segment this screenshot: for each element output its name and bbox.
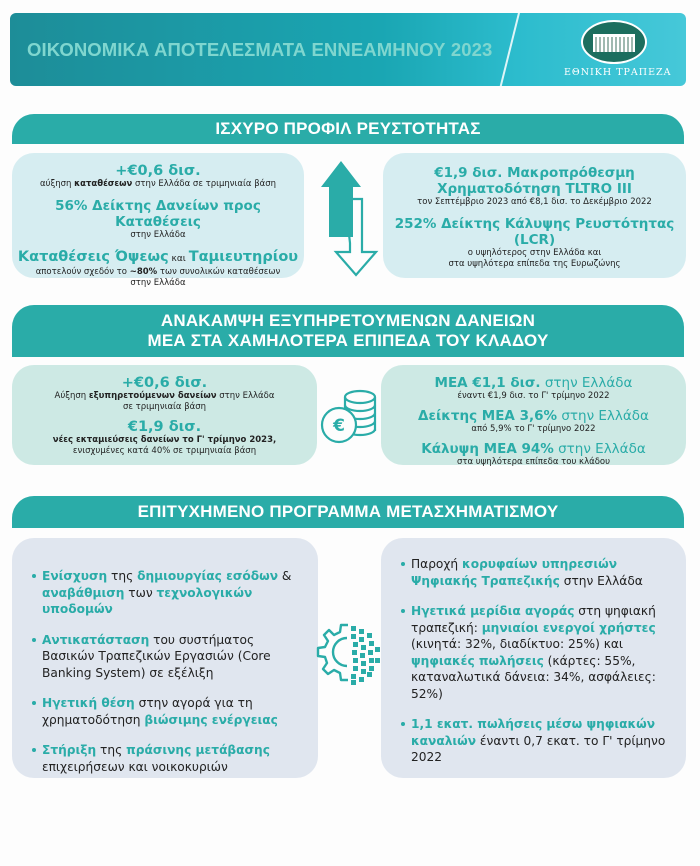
gear-pixel bbox=[351, 674, 356, 679]
performing-loans-desc: Αύξηση εξυπηρετούμενων δανείων στην Ελλάδα σε τριμηνιαία βάση bbox=[54, 391, 275, 412]
npe-coverage: Κάλυψη ΜΕΑ 94% στην Ελλάδα bbox=[421, 441, 646, 457]
bullet-list bbox=[401, 556, 680, 766]
performing-loans-value: +€0,6 δισ. bbox=[121, 375, 208, 391]
list-item: Ενίσχυση της δημιουργίας εσόδων & αναβάθμιση των τεχνολογικών υποδομών bbox=[32, 568, 310, 618]
lcr-title: 252% Δείκτης Κάλυψης Ρευστότητας (LCR) bbox=[394, 216, 675, 248]
ldr-desc: στην Ελλάδα bbox=[130, 230, 186, 240]
gear-pixel bbox=[368, 650, 373, 655]
gear-pixel bbox=[351, 626, 356, 631]
page-title: ΟΙΚΟΝΟΜΙΚΑ ΑΠΟΤΕΛΕΣΜΑΤΑ ΕΝΝΕΑΜΗΝΟΥ 2023 bbox=[27, 39, 493, 60]
ldr-title: 56% Δείκτης Δανείων προς Καταθέσεις bbox=[55, 198, 261, 230]
list-item: Αντικατάσταση του συστήματος Βασικών Τραπεζικών Εργασιών (Core Banking System) σε εξέλιξη bbox=[32, 632, 310, 682]
gear-pixel bbox=[369, 658, 374, 663]
section-transformation-title: ΕΠΙΤΥΧΗΜΕΝΟ ΠΡΟΓΡΑΜΜΑ ΜΕΤΑΣΧΗΜΑΤΙΣΜΟΥ bbox=[12, 496, 684, 528]
digital-gear-icon bbox=[315, 620, 380, 695]
liquidity-left-card bbox=[12, 153, 304, 288]
gear-pixel bbox=[367, 633, 372, 638]
gear-pixel bbox=[360, 653, 365, 658]
npe-ratio: Δείκτης ΜΕΑ 3,6% στην Ελλάδα bbox=[418, 408, 649, 424]
gear-pixel bbox=[359, 677, 364, 682]
lcr-desc: ο υψηλότερος στην Ελλάδα και στα υψηλότερα επίπεδα της Ευρωζώνης bbox=[448, 248, 621, 269]
disbursements-value: €1,9 δισ. bbox=[127, 419, 202, 435]
banner-divider bbox=[497, 13, 521, 86]
deposits-desc: αύξηση καταθέσεων στην Ελλάδα σε τριμηνιαία βάση bbox=[39, 179, 277, 189]
gear-pixel bbox=[353, 666, 358, 671]
npe-stock-desc: έναντι €1,9 δισ. το Γ' τρίμηνο 2022 bbox=[457, 391, 610, 401]
list-item: 1,1 εκατ. πωλήσεις μέσω ψηφιακών καναλιών έναντι 0,7 εκατ. το Γ' τρίμηνο 2022 bbox=[401, 716, 680, 766]
gear-pixel bbox=[369, 641, 374, 646]
gear-pixel bbox=[361, 669, 366, 674]
liquidity-right-card bbox=[383, 153, 686, 278]
up-down-arrows-icon bbox=[318, 157, 380, 279]
section-loans-title: ΑΝΑΚΑΜΨΗ ΕΞΥΠΗΡΕΤΟΥΜΕΝΩΝ ΔΑΝΕΙΩΝ ΜΕΑ ΣΤΑ ΧΑΜΗΛΟΤΕΡΑ ΕΠΙΠΕΔΑ ΤΟΥ ΚΛΑΔΟΥ bbox=[12, 305, 684, 357]
list-item: Παροχή κορυφαίων υπηρεσιών Ψηφιακής Τραπεζικής στην Ελλάδα bbox=[401, 556, 680, 589]
loans-right-card bbox=[381, 365, 686, 465]
transformation-left-card bbox=[12, 538, 318, 778]
gear-pixel bbox=[367, 672, 372, 677]
deposits-value: +€0,6 δισ. bbox=[115, 163, 201, 179]
tltro-title: €1,9 δισ. Μακροπρόθεσμη Χρηματοδότηση TLTRO III bbox=[434, 165, 635, 197]
sight-deposits-desc: αποτελούν σχεδόν το ~80% των συνολικών καταθέσεων στην Ελλάδα bbox=[35, 267, 281, 288]
bullet-list bbox=[32, 568, 310, 775]
header-banner bbox=[10, 13, 686, 86]
npe-coverage-desc: στα υψηλότερα επίπεδα του κλάδου bbox=[456, 457, 611, 467]
list-item: Στήριξη της πράσινης μετάβασης επιχειρήσεων και νοικοκυριών bbox=[32, 742, 310, 775]
gear-pixel bbox=[361, 661, 366, 666]
gear-pixel bbox=[369, 666, 374, 671]
list-item: Ηγετικά μερίδια αγοράς στη ψηφιακή τραπεζική: μηνιαίοι ενεργοί χρήστες (κινητά: 32%, διαδίκτυο: 25%) και ψηφιακές πωλήσεις (κάρτες: 55%, καταναλωτικά δάνεια: 34%, ασφάλειες: 52%) bbox=[401, 603, 680, 702]
gear-pixel bbox=[359, 637, 364, 642]
gear-pixel bbox=[361, 645, 366, 650]
bank-building-icon bbox=[581, 20, 647, 64]
npe-ratio-desc: από 5,9% το Γ' τρίμηνο 2022 bbox=[471, 424, 596, 434]
gear-pixel bbox=[375, 647, 380, 652]
bank-logo bbox=[564, 20, 672, 80]
euro-coins-icon bbox=[318, 385, 380, 447]
gear-pixel bbox=[353, 658, 358, 663]
gear-pixel bbox=[375, 658, 380, 663]
bank-name: ΕΘΝΙΚΗ ΤΡΑΠΕΖΑ bbox=[564, 67, 672, 78]
tltro-desc: τον Σεπτέμβριο 2023 από €8,1 δισ. το Δεκέμβριο 2022 bbox=[417, 197, 652, 207]
disbursements-desc: νέες εκταμιεύσεις δανείων το Γ' τρίμηνο 2023, ενισχυμένες κατά 40% σε τριμηνιαία βάση bbox=[52, 435, 277, 456]
gear-pixel bbox=[359, 629, 364, 634]
section-liquidity-title: ΙΣΧΥΡΟ ΠΡΟΦΙΛ ΡΕΥΣΤΟΤΗΤΑΣ bbox=[12, 114, 684, 144]
gear-pixel bbox=[352, 650, 357, 655]
list-item: Ηγετική θέση στην αγορά για τη χρηματοδότηση βιώσιμης ενέργειας bbox=[32, 695, 310, 728]
gear-pixel bbox=[351, 634, 356, 639]
gear-pixel bbox=[353, 642, 358, 647]
transformation-right-card bbox=[381, 538, 686, 778]
gear-pixel bbox=[351, 680, 356, 685]
svg-text:€: € bbox=[333, 416, 345, 436]
sight-deposits-title: Καταθέσεις Όψεως και Ταμιευτηρίου bbox=[17, 249, 299, 265]
npe-stock: ΜΕΑ €1,1 δισ. στην Ελλάδα bbox=[434, 375, 633, 391]
loans-left-card bbox=[12, 365, 317, 465]
